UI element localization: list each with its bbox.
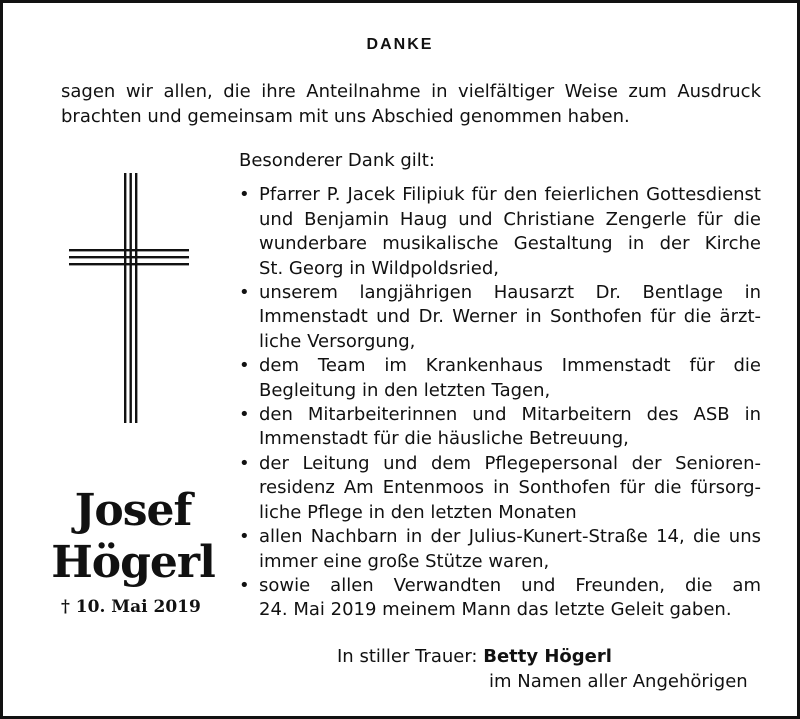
list-item: [239, 574, 761, 623]
signature-prefix: In stiller Trauer:: [337, 646, 478, 667]
thanks-heading: Besonderer Dank gilt:: [239, 150, 435, 171]
list-item-line: den Mitarbeiterinnen und Mitarbeitern des ASB in: [259, 404, 761, 426]
bullet-icon: •: [239, 574, 250, 596]
bullet-icon: •: [239, 282, 250, 304]
intro-line: brachten und gemeinsam mit uns Abschied genommen haben.: [61, 106, 630, 127]
deceased-first-name: Josef: [74, 485, 192, 536]
list-item-line: Immenstadt und Dr. Werner in Sonthofen für die ärzt-: [259, 306, 761, 328]
notice-title: DANKE: [366, 36, 434, 53]
list-item-line: St. Georg in Wildpoldsried,: [259, 257, 500, 279]
list-item-line: wunderbare musikalische Gestaltung in der Kirche: [259, 233, 761, 255]
list-item-line: und Benjamin Haug und Christiane Zengerle für die: [259, 208, 761, 230]
bullet-icon: •: [239, 184, 250, 206]
signature-suffix: im Namen aller Angehörigen: [489, 671, 748, 692]
signer-name: Betty Högerl: [483, 646, 612, 667]
list-item: [239, 452, 761, 525]
list-item: [239, 183, 761, 281]
list-item-line: residenz Am Entenmoos in Sonthofen für die fürsorg-: [259, 477, 761, 499]
list-item-line: unserem langjährigen Hausarzt Dr. Bentlage in: [259, 282, 761, 304]
list-item: [239, 403, 761, 452]
deceased-last-name: Högerl: [51, 537, 215, 588]
bullet-icon: •: [239, 526, 250, 548]
thanks-list: [239, 183, 761, 622]
bullet-icon: •: [239, 452, 250, 474]
thanks-section: [239, 149, 761, 623]
list-item-line: Pfarrer P. Jacek Filipiuk für den feierlichen Gottesdienst: [259, 184, 761, 206]
list-item-line: liche Pflege in den letzten Monaten: [259, 501, 577, 523]
intro-line: sagen wir allen, die ihre Anteilnahme in vielfältiger Weise zum Ausdruck: [61, 81, 761, 102]
list-item-line: immer eine große Stütze waren,: [259, 550, 550, 572]
list-item-line: liche Versorgung,: [259, 330, 416, 352]
list-item-line: Begleitung in den letzten Tagen,: [259, 379, 551, 401]
list-item-line: Immenstadt für die häusliche Betreuung,: [259, 428, 629, 450]
intro-text: [61, 79, 761, 129]
list-item: [239, 525, 761, 574]
list-item-line: dem Team im Krankenhaus Immenstadt für die: [259, 355, 761, 377]
cross-icon: [69, 173, 189, 423]
list-item-line: allen Nachbarn in der Julius-Kunert-Straße 14, die uns: [259, 526, 761, 548]
signature-line: [337, 644, 612, 669]
list-item-line: 24. Mai 2019 meinem Mann das letzte Geleit gaben.: [259, 599, 732, 621]
list-item-line: der Leitung und dem Pflegepersonal der Senioren-: [259, 452, 761, 474]
list-item-line: sowie allen Verwandten und Freunden, die am: [259, 574, 761, 596]
death-date: † 10. Mai 2019: [61, 597, 201, 617]
bullet-icon: •: [239, 355, 250, 377]
list-item: [239, 354, 761, 403]
bullet-icon: •: [239, 404, 250, 426]
list-item: [239, 281, 761, 354]
